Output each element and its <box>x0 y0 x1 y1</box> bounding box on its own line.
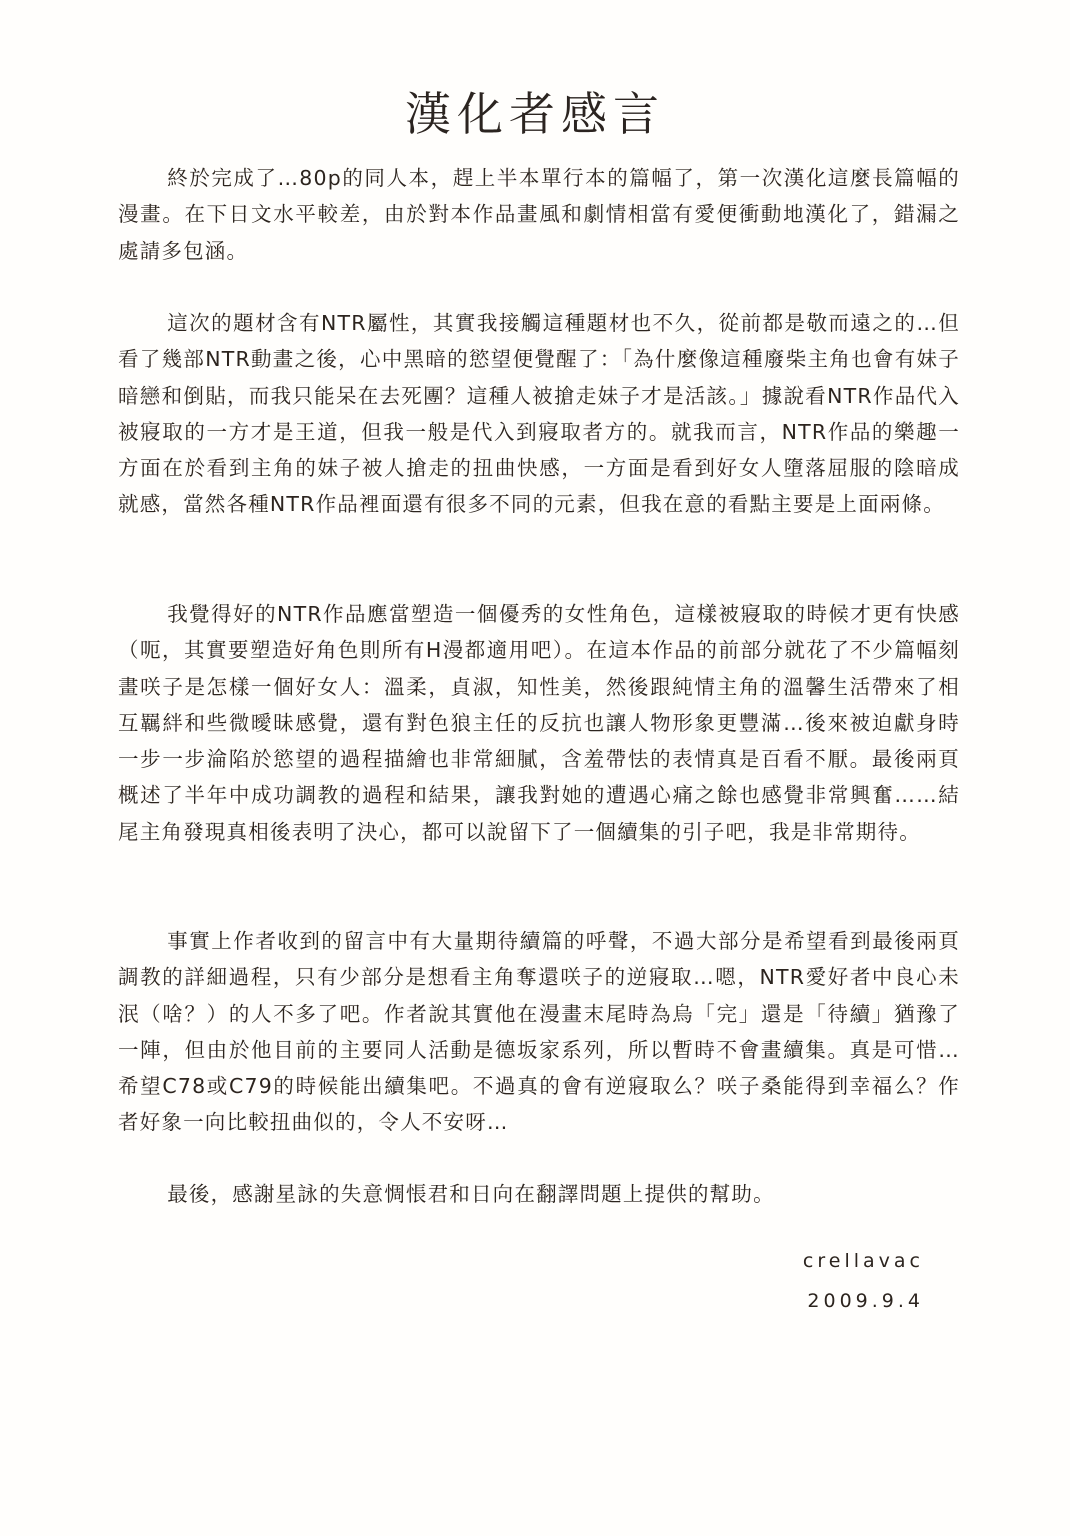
paragraph-1: 終於完成了…80p的同人本，趕上半本單行本的篇幅了，第一次漢化這麼長篇幅的漫畫。在下日文水平較差，由於對本作品畫風和劇情相當有愛便衝動地漢化了，錯漏之處請多包涵。 <box>118 166 960 263</box>
signature: crellavac <box>802 1250 924 1272</box>
paragraph-2: 這次的題材含有NTR屬性，其實我接觸這種題材也不久，從前都是敬而遠之的…但看了幾部NTR動畫之後，心中黑暗的慾望便覺醒了：「為什麼像這種廢柴主角也會有妹子暗戀和倒貼，而我只能呆在去死團？這種人被搶走妹子才是活該。」據說看NTR作品代入被寢取的一方才是王道，但我一般是代入到寢取者方的。就我而言，NTR作品的樂趣一方面在於看到主角的妹子被人搶走的扭曲快感，一方面是看到好女人墮落屈服的陰暗成就感，當然各種NTR作品裡面還有很多不同的元素，但我在意的看點主要是上面兩條。 <box>118 311 960 517</box>
paragraph-3: 我覺得好的NTR作品應當塑造一個優秀的女性角色，這樣被寢取的時候才更有快感（呃，其實要塑造好角色則所有H漫都適用吧）。在這本作品的前部分就花了不少篇幅刻畫咲子是怎樣一個好女人：溫柔，貞淑，知性美，然後跟純情主角的溫馨生活帶來了相互羈絆和些微曖昧感覺，還有對色狼主任的反抗也讓人物形象更豐滿…後來被迫獻身時一步一步淪陷於慾望的過程描繪也非常細膩，含羞帶怯的表情真是百看不厭。最後兩頁概述了半年中成功調教的過程和結果，讓我對她的遭遇心痛之餘也感覺非常興奮……結尾主角發現真相後表明了決心，都可以說留下了一個續集的引子吧，我是非常期待。 <box>118 602 960 844</box>
paragraph-4: 事實上作者收到的留言中有大量期待續篇的呼聲，不過大部分是希望看到最後兩頁調教的詳細過程，只有少部分是想看主角奪還咲子的逆寢取…嗯，NTR愛好者中良心未泯（啥？）的人不多了吧。作者說其實他在漫畫末尾時為烏「完」還是「待續」猶豫了一陣，但由於他目前的主要同人活動是德坂家系列，所以暫時不會畫續集。真是可惜…希望C78或C79的時候能出續集吧。不過真的會有逆寢取么？咲子桑能得到幸福么？作者好象一向比較扭曲似的，令人不安呀… <box>118 929 960 1135</box>
paragraph-5: 最後，感謝星詠的失意惆悵君和日向在翻譯問題上提供的幫助。 <box>167 1182 775 1206</box>
page-title: 漢化者感言 <box>405 87 665 141</box>
date: 2009.9.4 <box>807 1290 924 1312</box>
